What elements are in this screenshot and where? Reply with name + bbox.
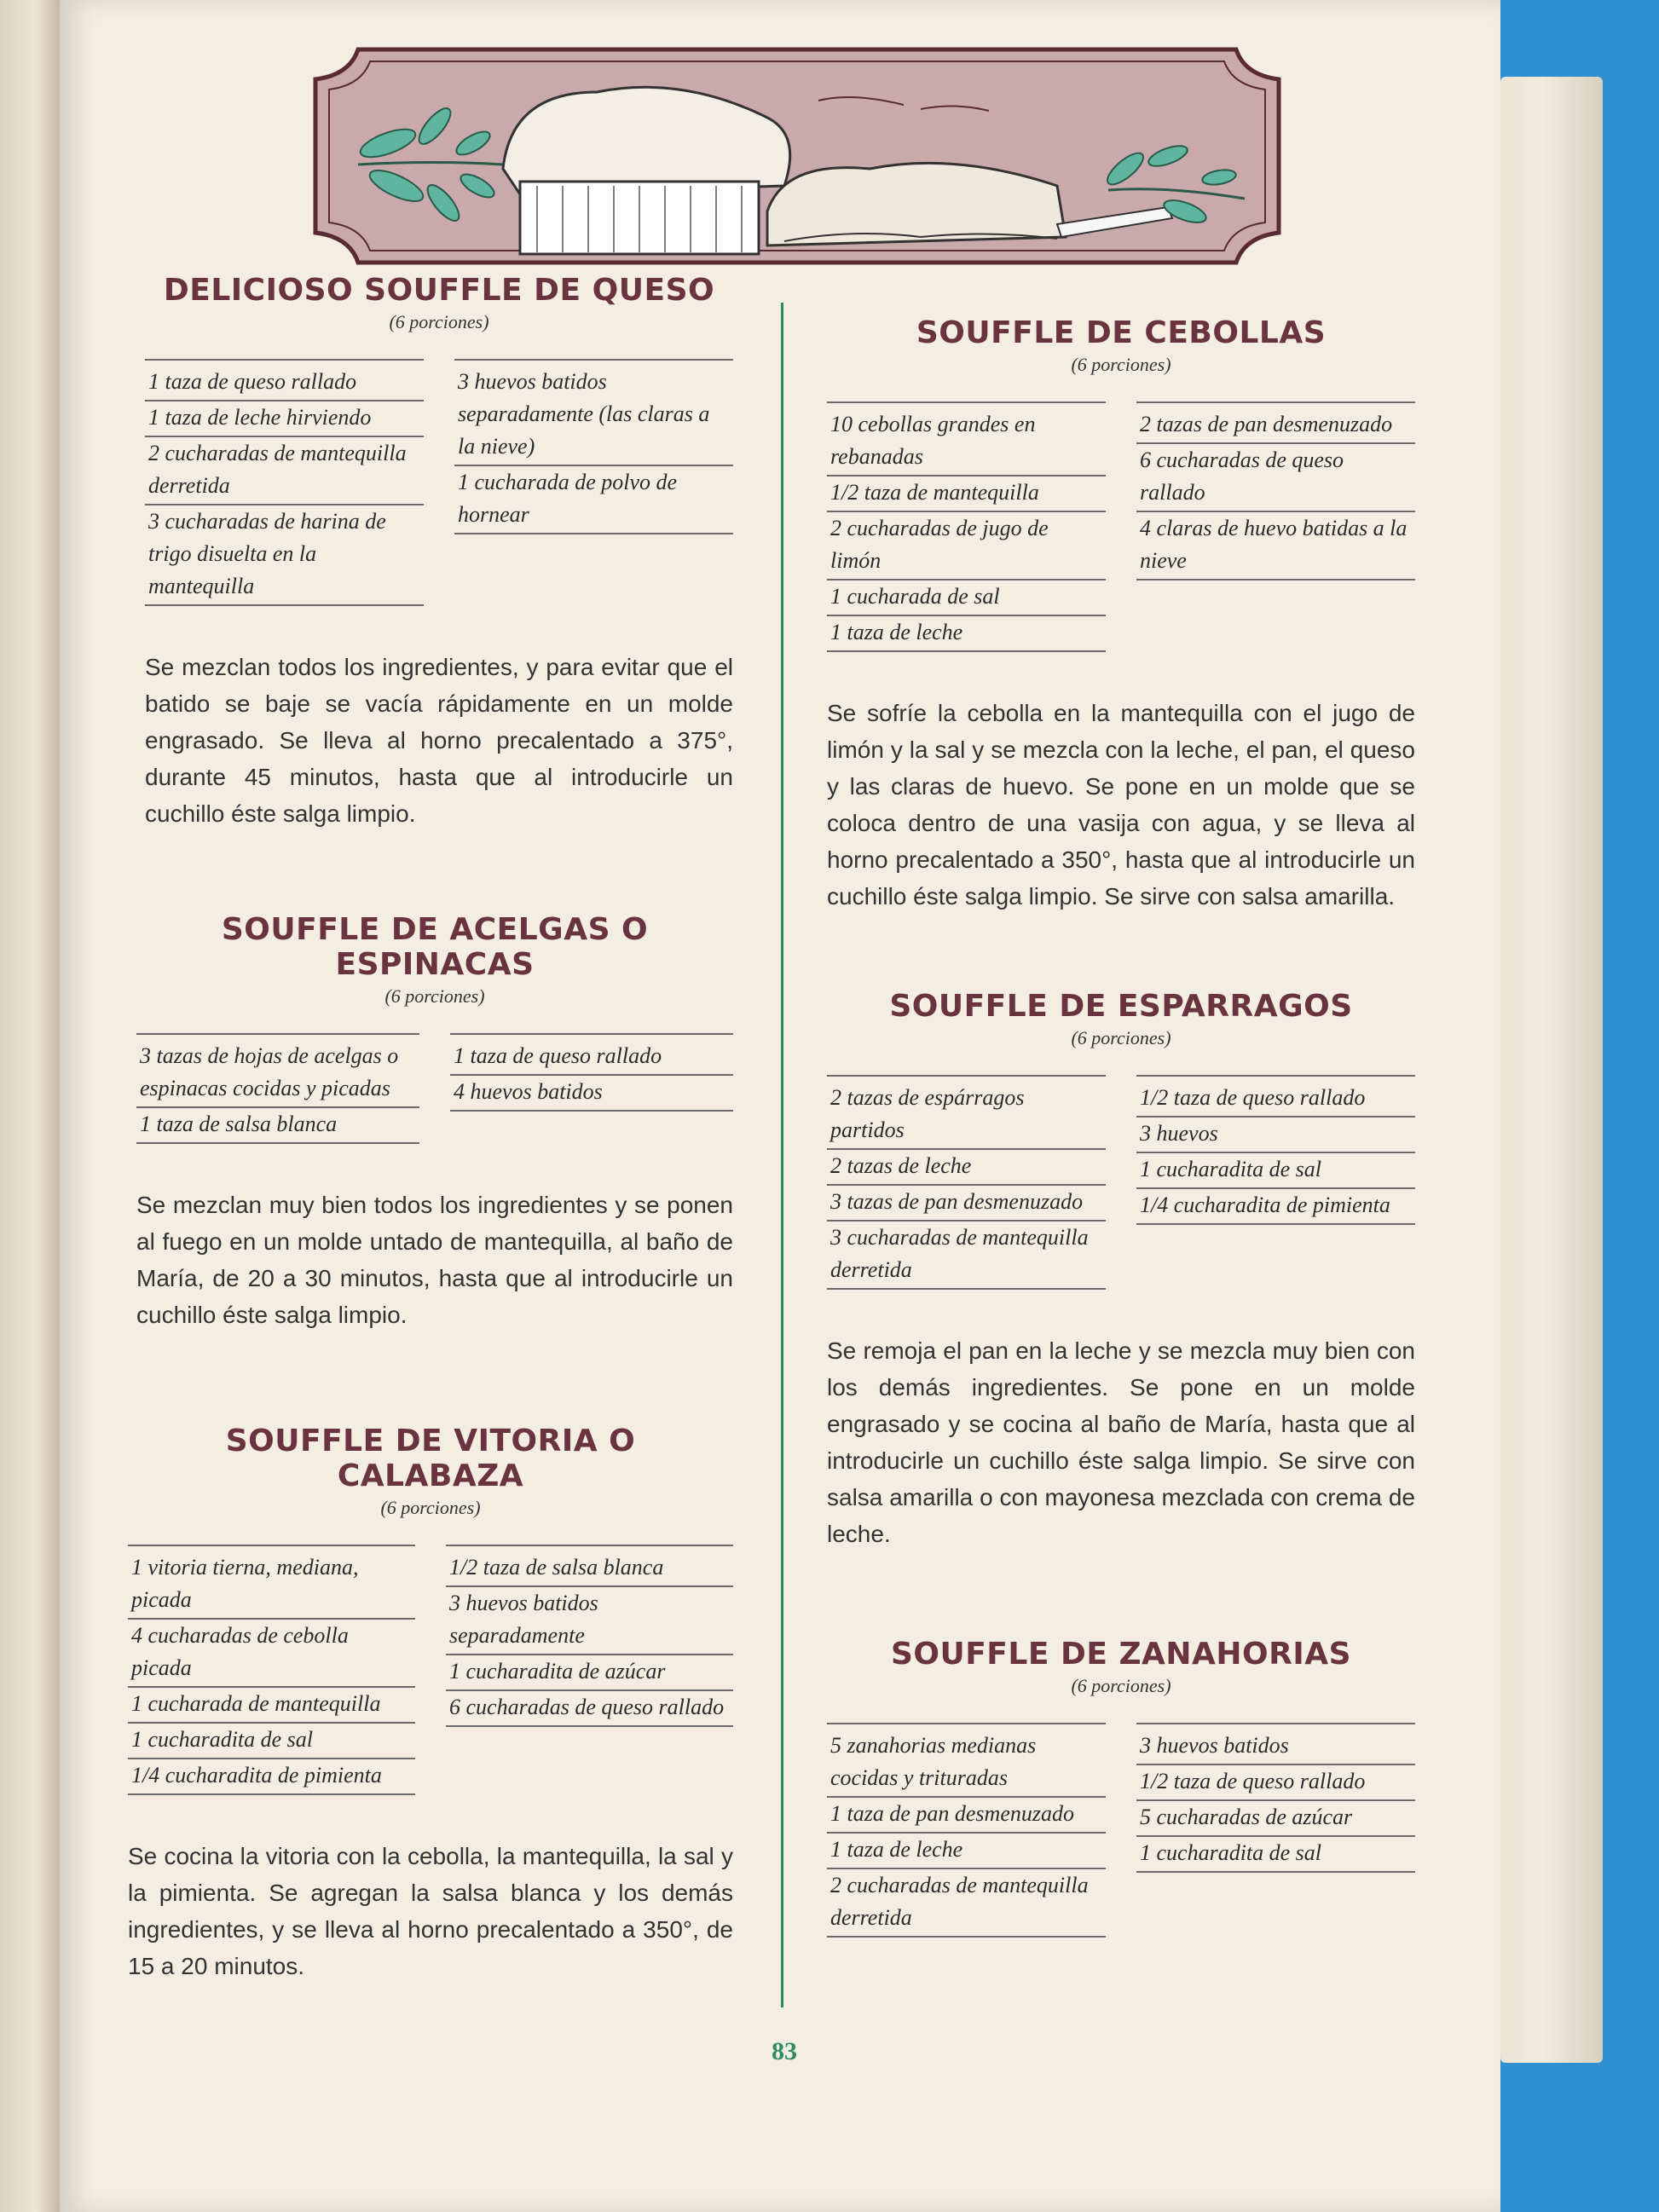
recipe-title: SOUFFLE DE ZANAHORIAS — [890, 1637, 1352, 1672]
ingredient-item: 1 cucharada de mantequilla — [128, 1688, 415, 1724]
ingredient-item: 2 tazas de espárragos partidos — [827, 1082, 1106, 1150]
ingredient-item: 3 huevos batidos separadamente — [446, 1587, 733, 1655]
ingredient-item: 1 taza de leche hirviendo — [145, 401, 424, 437]
recipe-title: DELICIOSO SOUFFLE DE QUESO — [163, 273, 715, 308]
ingredient-column-left — [136, 1033, 419, 1144]
ingredient-item: 1/2 taza de queso rallado — [1136, 1765, 1415, 1801]
left-page-edge — [0, 0, 65, 2212]
ingredient-column-right — [1136, 401, 1415, 652]
ingredient-item: 3 tazas de hojas de acelgas o espinacas cocidas y picadas — [136, 1040, 419, 1108]
recipe-souffle-queso — [145, 273, 733, 856]
ingredient-item: 1 cucharadita de sal — [128, 1724, 415, 1759]
ingredient-item: 1 cucharada de polvo de hornear — [454, 466, 733, 534]
recipe-servings: (6 porciones) — [389, 311, 489, 332]
ingredient-item: 1 cucharadita de azúcar — [446, 1655, 733, 1691]
ingredient-item: 5 cucharadas de azúcar — [1136, 1801, 1415, 1837]
ingredient-item: 2 cucharadas de mantequilla derretida — [145, 437, 424, 505]
column-divider — [781, 303, 783, 2007]
ingredient-item: 1 taza de queso rallado — [450, 1040, 733, 1076]
ingredient-item: 3 cucharadas de mantequilla derretida — [827, 1222, 1106, 1290]
recipe-title: SOUFFLE DE CEBOLLAS — [916, 315, 1327, 350]
ingredient-list — [827, 1723, 1415, 1938]
recipe-servings: (6 porciones) — [1071, 1675, 1171, 1696]
ingredient-item: 3 huevos batidos — [1136, 1730, 1415, 1765]
ingredient-item: 1 cucharadita de sal — [1136, 1153, 1415, 1189]
recipe-title: SOUFFLE DE ESPARRAGOS — [889, 989, 1353, 1024]
ingredient-item: 1 taza de queso rallado — [145, 366, 424, 401]
recipe-souffle-vitoria — [128, 1424, 733, 2008]
recipe-servings: (6 porciones) — [384, 985, 485, 1007]
recipe-souffle-zanahorias — [827, 1637, 1415, 1938]
ingredient-item: 2 tazas de leche — [827, 1150, 1106, 1186]
ingredient-column-right — [454, 359, 733, 606]
ingredient-column-right — [446, 1545, 733, 1795]
recipe-method: Se remoja el pan en la leche y se mezcla muy bien con los demás ingredientes. Se pone en un molde engrasado y se cocina al baño de María, hasta que al introducirle un cuchillo éste salga limpio. Se sirve con salsa amarilla o con mayonesa mezclada con crema de leche. — [827, 1337, 1415, 1547]
ingredient-item: 4 huevos batidos — [450, 1076, 733, 1112]
ingredient-item: 1 taza de leche — [827, 1834, 1106, 1869]
recipe-servings: (6 porciones) — [1071, 354, 1171, 375]
recipe-servings: (6 porciones) — [1071, 1027, 1171, 1048]
ingredient-item: 1/4 cucharadita de pimienta — [1136, 1189, 1415, 1225]
ingredient-item: 6 cucharadas de queso rallado — [1136, 444, 1415, 512]
ingredient-item: 2 cucharadas de jugo de limón — [827, 512, 1106, 580]
ingredient-item: 1 vitoria tierna, mediana, picada — [128, 1551, 415, 1620]
ingredient-column-left — [145, 359, 424, 606]
ingredient-list — [827, 401, 1415, 652]
ingredient-item: 4 claras de huevo batidas a la nieve — [1136, 512, 1415, 580]
recipe-servings: (6 porciones) — [380, 1497, 481, 1518]
book-cover-edge — [1500, 77, 1603, 2063]
ingredient-item: 3 huevos batidos separadamente (las claras a la nieve) — [454, 366, 733, 466]
ingredient-item: 1 cucharadita de sal — [1136, 1837, 1415, 1873]
recipe-title: SOUFFLE DE VITORIA O CALABAZA — [225, 1424, 636, 1493]
recipe-method: Se sofríe la cebolla en la mantequilla con el jugo de limón y la sal y se mezcla con la leche, el pan, el queso y las claras de huevo. Se pone en un molde que se coloca dentro de una vasija con agua, y se lleva al horno precalentado a 350°, hasta que al introducirle un cuchillo éste salga limpio. Se sirve con salsa amarilla. — [827, 700, 1415, 910]
ingredient-column-right — [450, 1033, 733, 1144]
ingredient-column-left — [827, 1075, 1106, 1290]
ingredient-item: 5 zanahorias medianas cocidas y trituradas — [827, 1730, 1106, 1798]
ingredient-column-right — [1136, 1723, 1415, 1938]
recipe-souffle-acelgas — [136, 912, 733, 1357]
ingredient-item: 4 cucharadas de cebolla picada — [128, 1620, 415, 1688]
ingredient-item: 10 cebollas grandes en rebanadas — [827, 408, 1106, 476]
ingredient-item: 1/4 cucharadita de pimienta — [128, 1759, 415, 1795]
ingredient-item: 1/2 taza de queso rallado — [1136, 1082, 1415, 1118]
ingredient-item: 6 cucharadas de queso rallado — [446, 1691, 733, 1727]
ingredient-column-left — [827, 401, 1106, 652]
recipe-souffle-cebollas — [827, 315, 1415, 939]
ingredient-column-left — [128, 1545, 415, 1795]
book-page — [60, 0, 1500, 2212]
ingredient-item: 1 taza de leche — [827, 616, 1106, 652]
ingredient-item: 1 taza de pan desmenuzado — [827, 1798, 1106, 1834]
ingredient-list — [827, 1075, 1415, 1290]
ingredient-item: 3 huevos — [1136, 1118, 1415, 1153]
recipe-souffle-esparragos — [827, 989, 1415, 1576]
ingredient-item: 1/2 taza de salsa blanca — [446, 1551, 733, 1587]
ingredient-column-left — [827, 1723, 1106, 1938]
bread-illustration-banner — [307, 41, 1287, 271]
ingredient-item: 3 cucharadas de harina de trigo disuelta en la mantequilla — [145, 505, 424, 606]
page-number: 83 — [772, 2037, 797, 2065]
ingredient-list — [136, 1033, 733, 1144]
recipe-method: Se cocina la vitoria con la cebolla, la mantequilla, la sal y la pimienta. Se agregan la salsa blanca y los demás ingredientes, y se lleva al horno precalentado a 350°, de 15 a 20 minutos. — [128, 1843, 733, 1979]
recipe-method: Se mezclan muy bien todos los ingredientes y se ponen al fuego en un molde untado de mantequilla, al baño de María, de 20 a 30 minutos, hasta que al introducirle un cuchillo éste salga limpio. — [136, 1192, 733, 1328]
ingredient-item: 3 tazas de pan desmenuzado — [827, 1186, 1106, 1222]
recipe-title: SOUFFLE DE ACELGAS O ESPINACAS — [221, 912, 649, 982]
recipe-method: Se mezclan todos los ingredientes, y para evitar que el batido se baje se vacía rápidamente en un molde engrasado. Se lleva al horno precalentado a 375°, durante 45 minutos, hasta que al introducirle un cuchillo éste salga limpio. — [145, 654, 733, 827]
ingredient-item: 1/2 taza de mantequilla — [827, 476, 1106, 512]
ingredient-item: 1 cucharada de sal — [827, 580, 1106, 616]
ingredient-list — [145, 359, 733, 606]
ingredient-item: 2 cucharadas de mantequilla derretida — [827, 1869, 1106, 1938]
ingredient-list — [128, 1545, 733, 1795]
ingredient-column-right — [1136, 1075, 1415, 1290]
ingredient-item: 2 tazas de pan desmenuzado — [1136, 408, 1415, 444]
ingredient-item: 1 taza de salsa blanca — [136, 1108, 419, 1144]
